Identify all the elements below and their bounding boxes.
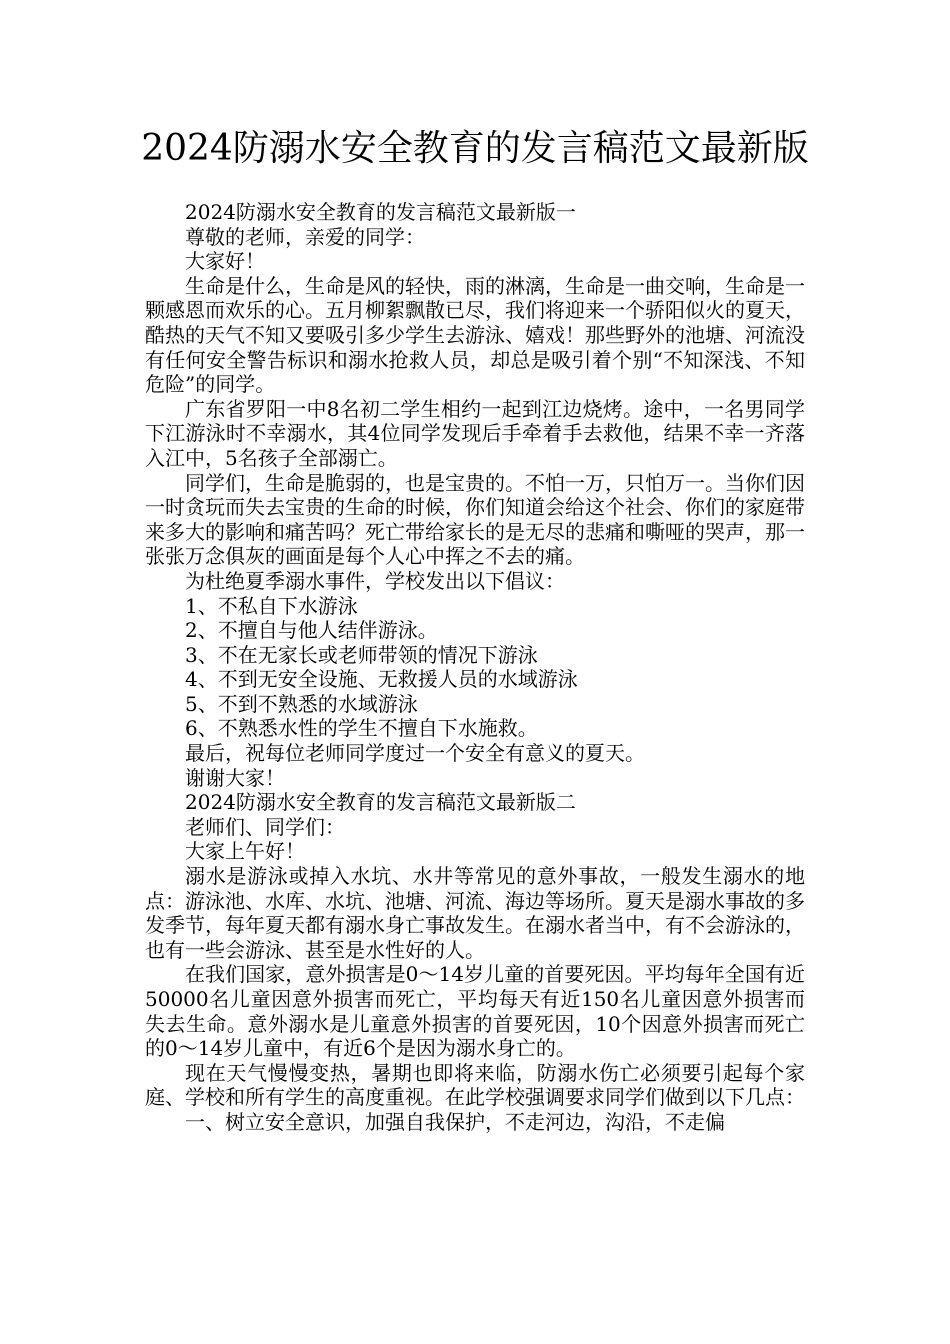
paragraph-14: 现在天气慢慢变热，暑期也即将来临，防溺水伤亡必须要引起每个家庭、学校和所有学生的高度重视。在此学校强调要求同学们做到以下几点：: [145, 1060, 805, 1110]
paragraph-3: 大家好！: [185, 249, 265, 274]
list-item-4: 4、不到无安全设施、无救援人员的水域游泳: [185, 667, 578, 692]
paragraph-9: 谢谢大家！: [185, 765, 285, 790]
paragraph-6: 同学们，生命是脆弱的，也是宝贵的。不怕一万，只怕万一。当你们因一时贪玩而失去宝贵的生命的时候，你们知道会给这个社会、你们的家庭带来多大的影响和痛苦吗？死亡带给家长的是无尽的悲痛和嘶哑的哭声，那一张张万念俱灰的画面是每个人心中挥之不去的痛。: [145, 470, 805, 569]
list-item-2: 2、不擅自与他人结伴游泳。: [185, 618, 438, 643]
paragraph-12: 溺水是游泳或掉入水坑、水井等常见的意外事故，一般发生溺水的地点：游泳池、水库、水坑、池塘、河流、海边等场所。夏天是溺水事故的多发季节，每年夏天都有溺水身亡事故发生。在溺水者当中，有不会游泳的，也有一些会游泳、甚至是水性好的人。: [145, 864, 805, 962]
paragraph-7: 为杜绝夏季溺水事件，学校发出以下倡议：: [185, 568, 565, 593]
paragraph-8: 最后，祝每位老师同学度过一个安全有意义的夏天。: [185, 741, 645, 766]
list-item-5: 5、不到不熟悉的水域游泳: [185, 691, 418, 716]
document-body: [145, 200, 805, 1135]
paragraph-4: 生命是什么，生命是风的轻快，雨的淋漓，生命是一曲交响，生命是一颗感恩而欢乐的心。五月柳絮飘散已尽，我们将迎来一个骄阳似火的夏天，酷热的天气不知又要吸引多少学生去游泳、嬉戏！那些野外的池塘、河流没有任何安全警告标识和溺水抢救人员，却总是吸引着个别“不知深浅、不知危险”的同学。: [145, 273, 805, 397]
list-item-6: 6、不熟悉水性的学生不擅自下水施救。: [185, 716, 538, 741]
document-title: 2024防溺水安全教育的发言稿范文最新版: [141, 128, 809, 169]
paragraph-5: 广东省罗阳一中8名初二学生相约一起到江边烧烤。途中，一名男同学下江游泳时不幸溺水，其4位同学发现后手牵着手去救他，结果不幸一齐落入江中，5名孩子全部溺亡。: [145, 396, 805, 470]
list-item-3: 3、不在无家长或老师带领的情况下游泳: [185, 642, 538, 667]
paragraph-11: 大家上午好！: [185, 839, 305, 864]
paragraph-10: 老师们、同学们：: [185, 814, 345, 839]
section-2-heading: 2024防溺水安全教育的发言稿范文最新版二: [185, 790, 576, 815]
paragraph-1: 2024防溺水安全教育的发言稿范文最新版一: [185, 200, 576, 224]
list-item-1: 1、不私自下水游泳: [185, 593, 358, 618]
paragraph-15: 一、树立安全意识，加强自我保护，不走河边，沟沿，不走偏: [185, 1109, 725, 1134]
paragraph-2: 尊敬的老师，亲爱的同学：: [185, 224, 425, 249]
paragraph-13: 在我们国家，意外损害是0～14岁儿童的首要死因。平均每年全国有近50000名儿童因意外损害而死亡，平均每天有近150名儿童因意外损害而失去生命。意外溺水是儿童意外损害的首要死因，10个因意外损害而死亡的0～14岁儿童中，有近6个是因为溺水身亡的。: [145, 962, 805, 1061]
